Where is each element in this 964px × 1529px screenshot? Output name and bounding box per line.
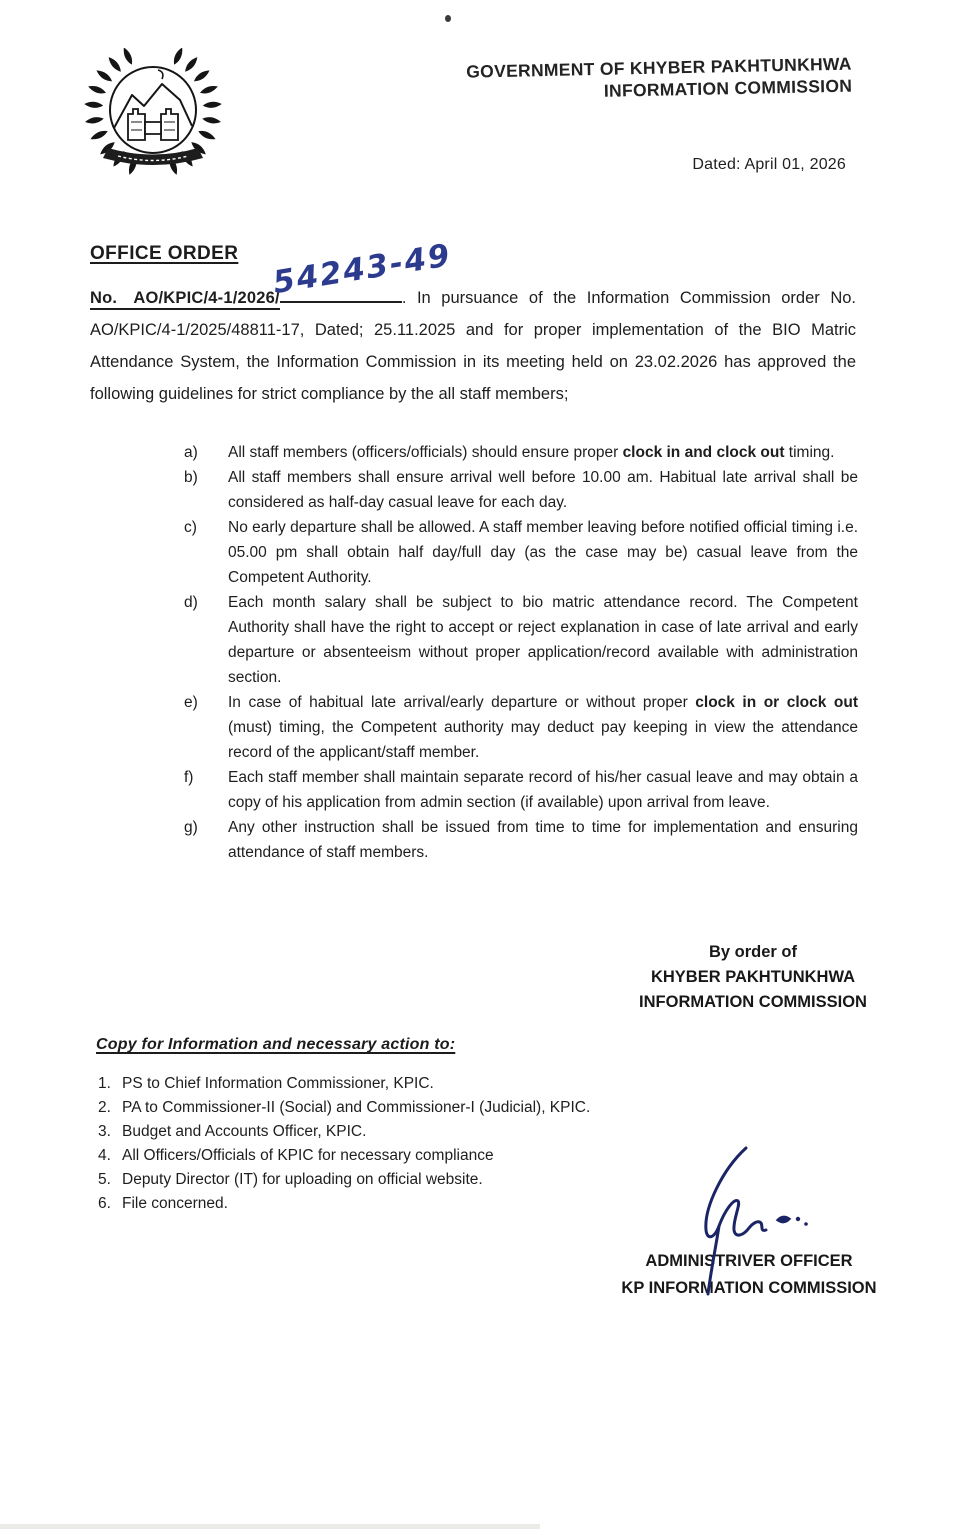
- guideline-label: a): [184, 444, 198, 461]
- department-header: [432, 53, 853, 106]
- crescent-mark: [158, 70, 163, 79]
- guideline-list: [184, 440, 858, 865]
- diary-number-line: [270, 237, 454, 303]
- guideline-item-c: [184, 515, 858, 590]
- copy-distribution-list: [98, 1072, 658, 1216]
- guideline-label: e): [184, 694, 198, 711]
- guideline-text: No early departure shall be allowed. A staff member leaving before notified official timing i.e. 05.00 pm shall obtain half day/full day (as the case may be) casual leave from the Competent Authority.: [228, 519, 858, 586]
- guideline-item-d: [184, 590, 858, 690]
- scan-artifact-dot: [445, 15, 451, 22]
- guideline-item-a: [184, 440, 858, 465]
- by-order-authority-2: INFORMATION COMMISSION: [639, 993, 867, 1011]
- guideline-label: g): [184, 819, 198, 836]
- copy-list-item: 1. PS to Chief Information Commissioner, KPIC.: [98, 1075, 434, 1092]
- government-line: GOVERNMENT OF KHYBER PAKHTUNKHWA: [466, 53, 852, 82]
- guideline-item-g: [184, 815, 858, 865]
- guideline-item-e: [184, 690, 858, 765]
- guideline-item-f: [184, 765, 858, 815]
- copy-list-item: 2. PA to Commissioner-II (Social) and Commissioner-I (Judicial), KPIC.: [98, 1099, 591, 1116]
- guideline-label: d): [184, 594, 198, 611]
- guideline-text: All staff members shall ensure arrival well before 10.00 am. Habitual late arrival shall be considered as half-day casual leave for each day.: [228, 469, 858, 511]
- document-title: OFFICE ORDER: [90, 243, 239, 264]
- copy-section-heading: Copy for Information and necessary action to:: [96, 1036, 456, 1053]
- order-number-prefix: No. AO/KPIC/4-1/2026/: [90, 289, 280, 310]
- by-order-block: [612, 940, 894, 1015]
- copy-list-item: 4. All Officers/Officials of KPIC for necessary compliance: [98, 1147, 494, 1164]
- signatory-designation: ADMINISTRIVER OFFICER: [645, 1252, 853, 1270]
- guideline-text: Any other instruction shall be issued from time to time for implementation and ensuring attendance of staff members.: [228, 819, 858, 861]
- intro-body: . In pursuance of the Information Commission order No. AO/KPIC/4-1/2025/48811-17, Dated; 25.11.2025 and for proper implementation of the BIO Matric Attendance System, the Information Commission in its meeting held on 23.02.2026 has approved the following guidelines for strict compliance by the all staff members;: [90, 289, 857, 403]
- guideline-text: All staff members (officers/officials) should ensure proper clock in and clock out timing.: [228, 444, 835, 461]
- guideline-text: In case of habitual late arrival/early departure or without proper clock in or clock out (must) timing, the Competent authority may deduct pay keeping in view the attendance record of the applicant/staff member.: [228, 694, 858, 761]
- guideline-text: Each staff member shall maintain separate record of his/her casual leave and may obtain a copy of his application from admin section (if available) upon arrival from leave.: [228, 769, 858, 811]
- signatory-organization: KP INFORMATION COMMISSION: [621, 1279, 877, 1297]
- by-order-authority-1: KHYBER PAKHTUNKHWA: [650, 968, 856, 986]
- handwritten-diary-number: 54243-49: [270, 237, 454, 301]
- fort: [128, 109, 178, 140]
- khyber-pakhtunkhwa-emblem-icon: [78, 48, 228, 186]
- guideline-item-b: [184, 465, 858, 515]
- copy-list-item: 5. Deputy Director (IT) for uploading on official website.: [98, 1171, 483, 1188]
- guideline-label: f): [184, 769, 194, 786]
- guideline-label: b): [184, 469, 198, 486]
- copy-list-item: 3. Budget and Accounts Officer, KPIC.: [98, 1123, 367, 1140]
- commission-line: INFORMATION COMMISSION: [603, 75, 853, 101]
- copy-list-item: 6. File concerned.: [98, 1195, 228, 1212]
- guideline-label: c): [184, 519, 197, 536]
- scan-edge-shadow: [0, 1524, 540, 1529]
- signatory-block: [608, 1248, 890, 1302]
- dated-line: Dated: April 01, 2026: [692, 156, 846, 173]
- by-order-line: By order of: [708, 943, 797, 961]
- guideline-text: Each month salary shall be subject to bio matric attendance record. The Competent Authority shall have the right to accept or reject explanation in case of late arrival and early departure or absenteeism without proper application/record available with administration section.: [228, 594, 858, 686]
